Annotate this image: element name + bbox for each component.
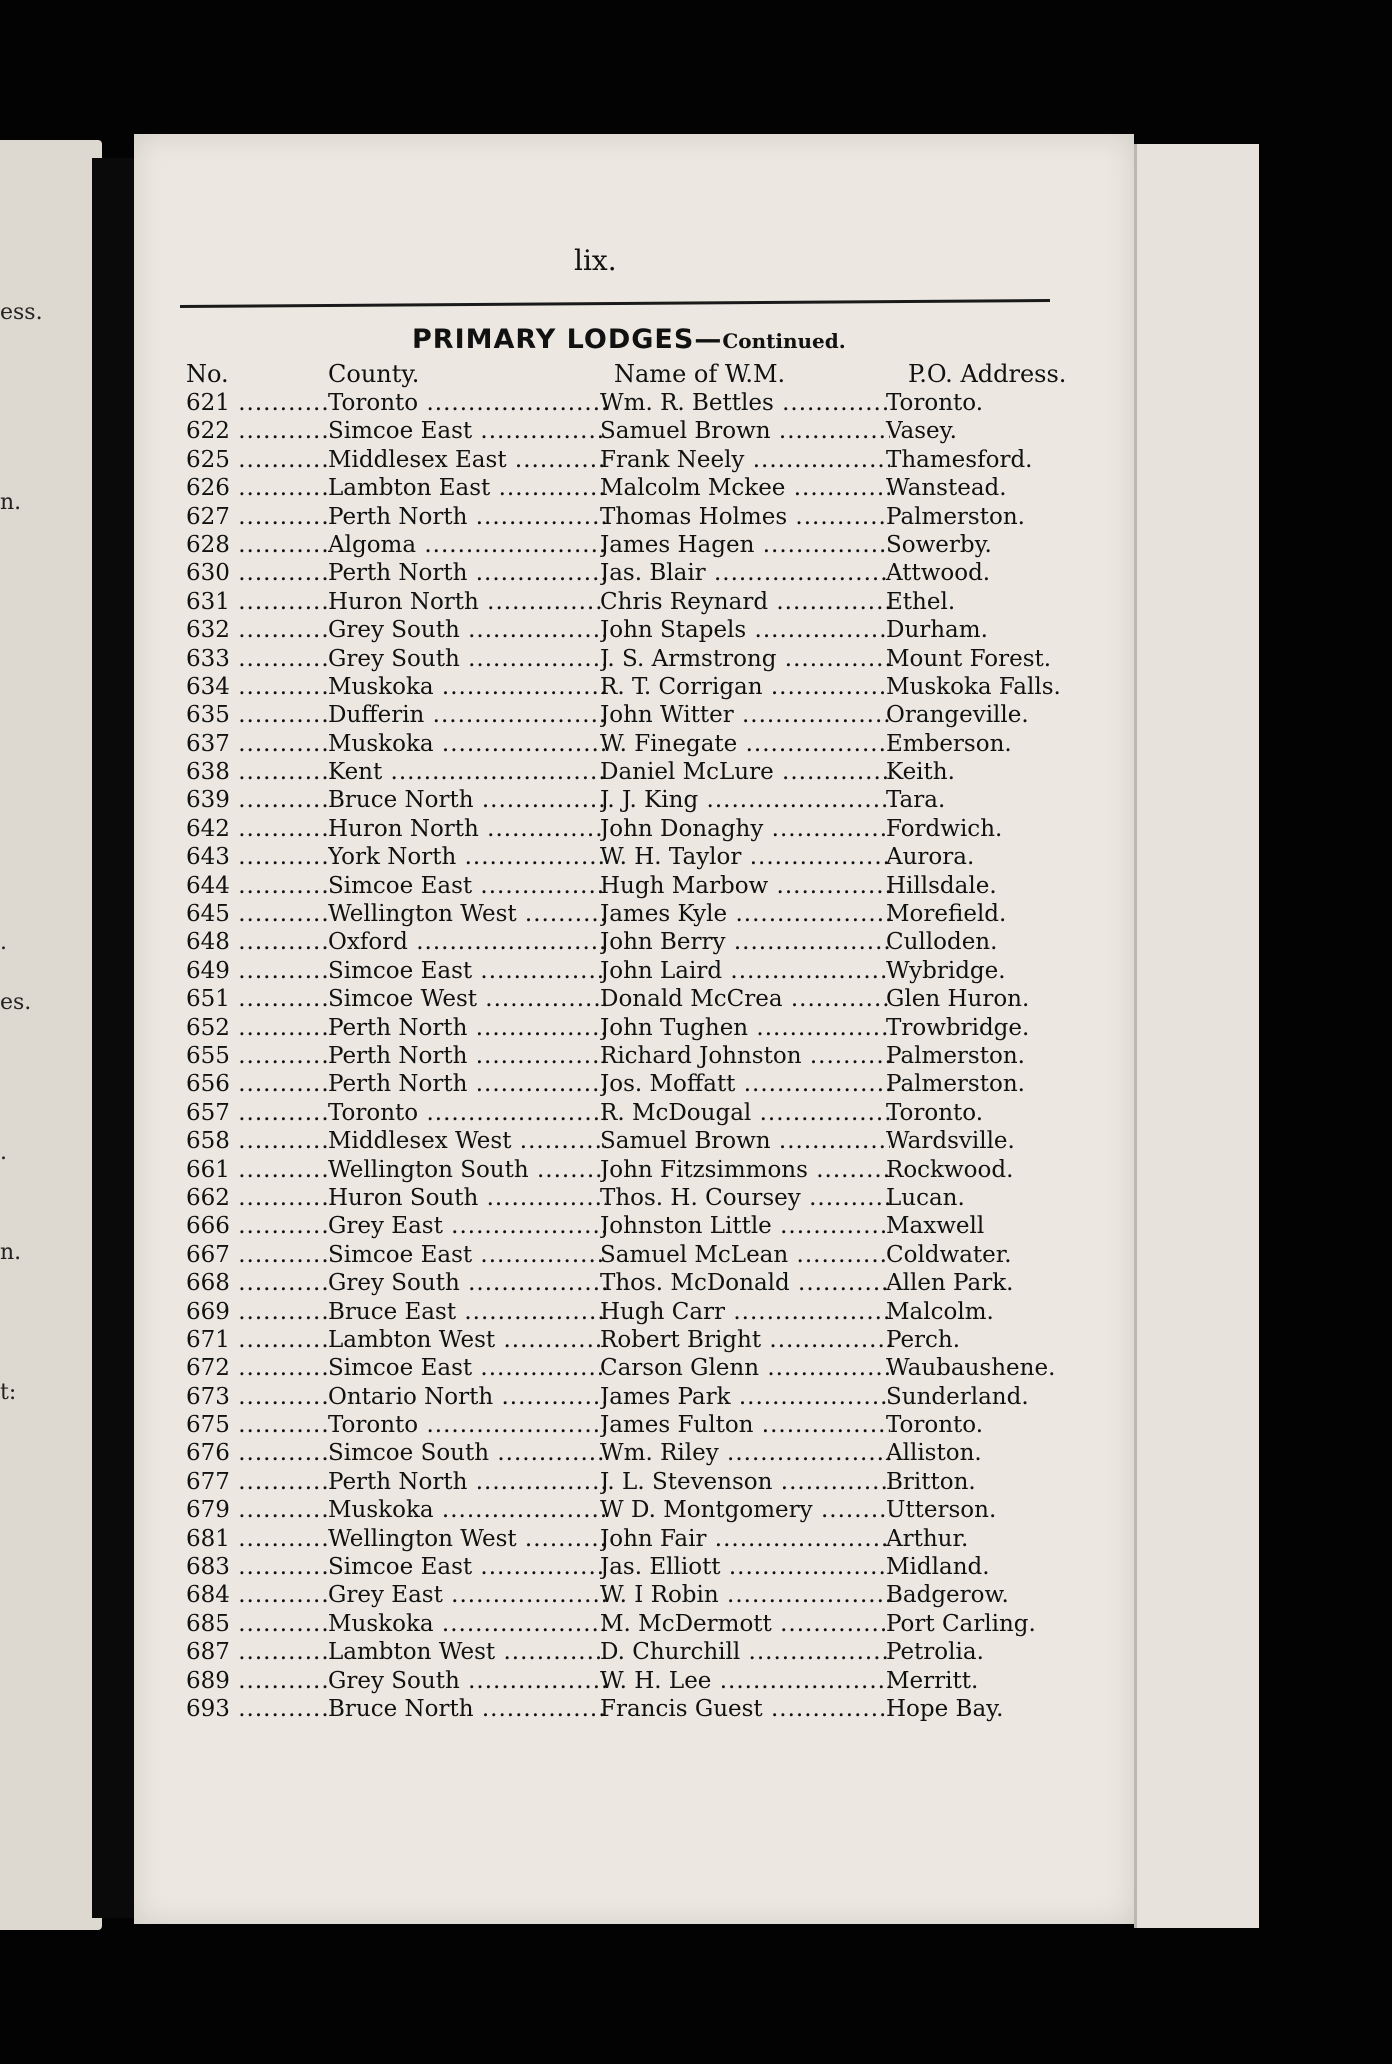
lodge-county: Ontario North ..... [328,1384,606,1410]
lodge-number: 631 ..... [186,589,328,615]
column-header-county: County. [328,360,420,388]
lodge-number: 627 ..... [186,504,328,530]
lodge-county: Perth North ..... [328,504,606,530]
lodge-county: Toronto ..... [328,1412,606,1438]
lodge-county: Perth North ..... [328,1015,606,1041]
lodge-row [186,1412,1106,1440]
lodge-wm-name: D. Churchill ..... [600,1639,890,1665]
lodge-county: Toronto ..... [328,390,606,416]
book-gutter [92,158,134,1918]
lodge-address: Keith. [886,759,955,786]
lodge-number: 637 ..... [186,731,328,757]
lodge-county: Muskoka ..... [328,674,606,700]
lodge-county: Grey East ..... [328,1582,606,1608]
lodge-address: Badgerow. [886,1582,1009,1609]
lodge-county: Algoma ..... [328,532,606,558]
left-page-fragment: . [0,930,7,955]
lodge-county: Kent ..... [328,759,606,785]
lodge-county: Simcoe West ..... [328,986,606,1012]
left-page-fragment: es. [0,990,32,1015]
lodge-row [186,1327,1106,1355]
lodge-address: Petrolia. [886,1639,984,1666]
lodge-address: Trowbridge. [886,1014,1030,1041]
lodge-number: 672 ..... [186,1355,328,1381]
lodge-row [186,674,1106,702]
header-rule [180,299,1050,308]
lodge-county: York North ..... [328,844,606,870]
lodge-row [186,1611,1106,1639]
lodge-wm-name: Jos. Moffatt ..... [600,1071,890,1097]
lodge-number: 658 ..... [186,1128,328,1154]
lodge-address: Wybridge. [886,957,1006,984]
lodge-wm-name: Chris Reynard ..... [600,589,890,615]
lodge-wm-name: James Kyle ..... [600,901,890,927]
lodge-row [186,560,1106,588]
lodge-county: Simcoe East ..... [328,1242,606,1268]
lodge-number: 645 ..... [186,901,328,927]
lodge-county: Grey South ..... [328,1668,606,1694]
lodge-county: Bruce East ..... [328,1299,606,1325]
lodge-list [186,390,1106,1724]
lodge-wm-name: M. McDermott ..... [600,1611,890,1637]
lodge-address: Allen Park. [886,1270,1014,1297]
lodge-county: Middlesex West ..... [328,1128,606,1154]
lodge-address: Tara. [886,787,946,814]
lodge-address: Perch. [886,1326,961,1353]
lodge-wm-name: Daniel McLure ..... [600,759,890,785]
lodge-row [186,844,1106,872]
lodge-wm-name: Jas. Blair ..... [600,560,890,586]
lodge-number: 671 ..... [186,1327,328,1353]
lodge-number: 693 ..... [186,1696,328,1722]
lodge-address: Hope Bay. [886,1695,1004,1722]
lodge-address: Vasey. [886,418,957,445]
lodge-county: Lambton East ..... [328,475,606,501]
lodge-address: Hillsdale. [886,872,997,899]
heading-main: PRIMARY LODGES— [412,324,723,355]
lodge-address: Ethel. [886,588,956,615]
lodge-number: 622 ..... [186,418,328,444]
lodge-number: 642 ..... [186,816,328,842]
lodge-county: Lambton West ..... [328,1639,606,1665]
lodge-address: Sowerby. [886,531,992,558]
lodge-county: Grey East ..... [328,1213,606,1239]
lodge-address: Britton. [886,1468,976,1495]
lodge-wm-name: John Donaghy ..... [600,816,890,842]
section-heading [412,324,846,355]
lodge-number: 651 ..... [186,986,328,1012]
lodge-row [186,447,1106,475]
lodge-address: Palmerston. [886,1071,1025,1098]
lodge-wm-name: Thos. McDonald ..... [600,1270,890,1296]
lodge-number: 638 ..... [186,759,328,785]
lodge-number: 673 ..... [186,1384,328,1410]
lodge-address: Toronto. [886,390,984,416]
lodge-row [186,873,1106,901]
lodge-county: Dufferin ..... [328,702,606,728]
lodge-row [186,1668,1106,1696]
lodge-row [186,929,1106,957]
document-page [134,134,1134,1924]
lodge-address: Midland. [886,1554,990,1581]
lodge-number: 683 ..... [186,1554,328,1580]
lodge-wm-name: John Witter ..... [600,702,890,728]
lodge-county: Grey South ..... [328,617,606,643]
lodge-row [186,816,1106,844]
lodge-county: Bruce North ..... [328,787,606,813]
lodge-row [186,1213,1106,1241]
lodge-row [186,1384,1106,1412]
lodge-county: Perth North ..... [328,1469,606,1495]
lodge-address: Maxwell [886,1213,985,1240]
lodge-county: Huron North ..... [328,589,606,615]
column-header-address: P.O. Address. [908,360,1067,388]
lodge-number: 634 ..... [186,674,328,700]
lodge-row [186,418,1106,446]
lodge-county: Toronto ..... [328,1100,606,1126]
lodge-number: 679 ..... [186,1497,328,1523]
lodge-row [186,901,1106,929]
lodge-wm-name: Samuel Brown ..... [600,1128,890,1154]
lodge-address: Glen Huron. [886,986,1030,1013]
left-facing-page [0,140,102,1930]
lodge-row [186,504,1106,532]
lodge-wm-name: Wm. Riley ..... [600,1440,890,1466]
lodge-address: Attwood. [886,560,991,587]
column-header-no: No. [186,360,229,388]
lodge-row [186,475,1106,503]
lodge-address: Aurora. [886,844,975,871]
lodge-county: Perth North ..... [328,1071,606,1097]
lodge-wm-name: W. Finegate ..... [600,731,890,757]
lodge-wm-name: Robert Bright ..... [600,1327,890,1353]
lodge-row [186,1469,1106,1497]
lodge-address: Arthur. [886,1525,969,1552]
lodge-county: Middlesex East ..... [328,447,606,473]
lodge-number: 656 ..... [186,1071,328,1097]
lodge-row [186,731,1106,759]
lodge-wm-name: James Fulton ..... [600,1412,890,1438]
lodge-address: Rockwood. [886,1156,1014,1183]
lodge-number: 669 ..... [186,1299,328,1325]
lodge-county: Muskoka ..... [328,1497,606,1523]
lodge-wm-name: Johnston Little ..... [600,1213,890,1239]
lodge-row [186,1554,1106,1582]
lodge-address: Muskoka Falls. [886,673,1061,700]
column-headers [186,360,1086,394]
lodge-row [186,759,1106,787]
lodge-row [186,1100,1106,1128]
lodge-number: 633 ..... [186,646,328,672]
lodge-row [186,1440,1106,1468]
lodge-address: Culloden. [886,929,998,956]
lodge-row [186,1270,1106,1298]
lodge-wm-name: Donald McCrea ..... [600,986,890,1012]
left-page-fragment: ess. [0,300,43,325]
lodge-row [186,1043,1106,1071]
lodge-county: Muskoka ..... [328,731,606,757]
lodge-wm-name: W. H. Lee ..... [600,1668,890,1694]
lodge-wm-name: J. L. Stevenson ..... [600,1469,890,1495]
lodge-number: 685 ..... [186,1611,328,1637]
left-page-fragment: n. [0,1240,22,1265]
lodge-number: 687 ..... [186,1639,328,1665]
lodge-county: Simcoe East ..... [328,1355,606,1381]
lodge-row [186,589,1106,617]
lodge-number: 657 ..... [186,1100,328,1126]
lodge-row [186,1696,1106,1724]
lodge-county: Oxford ..... [328,929,606,955]
lodge-number: 675 ..... [186,1412,328,1438]
lodge-address: Durham. [886,617,988,644]
lodge-number: 662 ..... [186,1185,328,1211]
lodge-number: 677 ..... [186,1469,328,1495]
lodge-wm-name: R. McDougal ..... [600,1100,890,1126]
lodge-number: 655 ..... [186,1043,328,1069]
lodge-number: 644 ..... [186,873,328,899]
lodge-wm-name: John Fair ..... [600,1526,890,1552]
lodge-row [186,1015,1106,1043]
next-page-edge [1134,144,1259,1928]
lodge-row [186,787,1106,815]
lodge-number: 625 ..... [186,447,328,473]
lodge-number: 681 ..... [186,1526,328,1552]
lodge-number: 649 ..... [186,958,328,984]
lodge-address: Toronto. [886,1099,984,1126]
lodge-wm-name: J. S. Armstrong ..... [600,646,890,672]
lodge-address: Coldwater. [886,1241,1012,1268]
lodge-wm-name: John Stapels ..... [600,617,890,643]
lodge-address: Palmerston. [886,1042,1025,1069]
lodge-row [186,1185,1106,1213]
lodge-county: Huron South ..... [328,1185,606,1211]
lodge-row [186,617,1106,645]
lodge-county: Wellington West ..... [328,1526,606,1552]
lodge-wm-name: John Berry ..... [600,929,890,955]
lodge-row [186,532,1106,560]
lodge-row [186,1355,1106,1383]
lodge-wm-name: Wm. R. Bettles ..... [600,390,890,416]
lodge-county: Muskoka ..... [328,1611,606,1637]
lodge-number: 648 ..... [186,929,328,955]
lodge-number: 643 ..... [186,844,328,870]
lodge-wm-name: Carson Glenn ..... [600,1355,890,1381]
page-number: lix. [574,244,617,277]
lodge-address: Emberson. [886,730,1012,757]
lodge-wm-name: W. H. Taylor ..... [600,844,890,870]
lodge-number: 630 ..... [186,560,328,586]
lodge-number: 666 ..... [186,1213,328,1239]
lodge-address: Orangeville. [886,702,1029,729]
lodge-address: Fordwich. [886,815,1003,842]
lodge-address: Malcolm. [886,1298,994,1325]
lodge-number: 661 ..... [186,1157,328,1183]
lodge-address: Waubaushene. [886,1355,1056,1382]
left-page-fragment: . [0,1140,7,1165]
lodge-address: Wanstead. [886,475,1007,502]
left-page-fragment: n. [0,490,22,515]
lodge-county: Simcoe South ..... [328,1440,606,1466]
lodge-wm-name: Malcolm Mckee ..... [600,475,890,501]
lodge-county: Simcoe East ..... [328,873,606,899]
lodge-wm-name: James Park ..... [600,1384,890,1410]
lodge-row [186,702,1106,730]
lodge-wm-name: John Tughen ..... [600,1015,890,1041]
lodge-address: Sunderland. [886,1383,1029,1410]
lodge-row [186,1157,1106,1185]
lodge-wm-name: Frank Neely ..... [600,447,890,473]
lodge-wm-name: Hugh Marbow ..... [600,873,890,899]
lodge-address: Port Carling. [886,1610,1036,1637]
lodge-row [186,1299,1106,1327]
lodge-row [186,958,1106,986]
lodge-number: 628 ..... [186,532,328,558]
lodge-address: Mount Forest. [886,645,1052,672]
lodge-row [186,1071,1106,1099]
lodge-address: Palmerston. [886,503,1025,530]
lodge-wm-name: Richard Johnston ..... [600,1043,890,1069]
lodge-address: Merritt. [886,1667,979,1694]
lodge-county: Simcoe East ..... [328,958,606,984]
lodge-county: Perth North ..... [328,1043,606,1069]
lodge-number: 639 ..... [186,787,328,813]
lodge-address: Lucan. [886,1184,965,1211]
lodge-address: Utterson. [886,1497,997,1524]
lodge-number: 652 ..... [186,1015,328,1041]
lodge-wm-name: Samuel Brown ..... [600,418,890,444]
lodge-wm-name: Jas. Elliott ..... [600,1554,890,1580]
lodge-row [186,390,1106,418]
lodge-row [186,1582,1106,1610]
lodge-row [186,646,1106,674]
lodge-address: Alliston. [886,1440,982,1467]
lodge-wm-name: J. J. King ..... [600,787,890,813]
lodge-row [186,986,1106,1014]
lodge-wm-name: Thomas Holmes ..... [600,504,890,530]
lodge-row [186,1526,1106,1554]
lodge-number: 667 ..... [186,1242,328,1268]
lodge-wm-name: James Hagen ..... [600,532,890,558]
lodge-wm-name: Francis Guest ..... [600,1696,890,1722]
lodge-county: Grey South ..... [328,1270,606,1296]
lodge-wm-name: R. T. Corrigan ..... [600,674,890,700]
lodge-wm-name: W D. Montgomery ..... [600,1497,890,1523]
lodge-wm-name: Samuel McLean ..... [600,1242,890,1268]
lodge-row [186,1128,1106,1156]
lodge-row [186,1242,1106,1270]
lodge-wm-name: John Fitzsimmons ..... [600,1157,890,1183]
column-header-wm: Name of W.M. [614,360,786,388]
heading-continued: Continued. [722,329,846,353]
lodge-address: Thamesford. [886,446,1033,473]
lodge-number: 684 ..... [186,1582,328,1608]
lodge-row [186,1497,1106,1525]
lodge-county: Wellington South ..... [328,1157,606,1183]
lodge-county: Grey South ..... [328,646,606,672]
lodge-number: 676 ..... [186,1440,328,1466]
lodge-number: 668 ..... [186,1270,328,1296]
lodge-county: Simcoe East ..... [328,418,606,444]
lodge-number: 689 ..... [186,1668,328,1694]
lodge-wm-name: Hugh Carr ..... [600,1299,890,1325]
lodge-address: Wardsville. [886,1128,1015,1155]
lodge-wm-name: W. I Robin ..... [600,1582,890,1608]
lodge-address: Toronto. [886,1412,984,1439]
lodge-county: Bruce North ..... [328,1696,606,1722]
left-page-fragment: t: [0,1380,17,1405]
lodge-wm-name: Thos. H. Coursey ..... [600,1185,890,1211]
lodge-county: Simcoe East ..... [328,1554,606,1580]
lodge-number: 626 ..... [186,475,328,501]
lodge-row [186,1639,1106,1667]
lodge-county: Lambton West ..... [328,1327,606,1353]
lodge-county: Huron North ..... [328,816,606,842]
lodge-number: 635 ..... [186,702,328,728]
lodge-number: 632 ..... [186,617,328,643]
lodge-address: Morefield. [886,901,1007,928]
lodge-county: Perth North ..... [328,560,606,586]
lodge-number: 621 ..... [186,390,328,416]
lodge-wm-name: John Laird ..... [600,958,890,984]
lodge-county: Wellington West ..... [328,901,606,927]
